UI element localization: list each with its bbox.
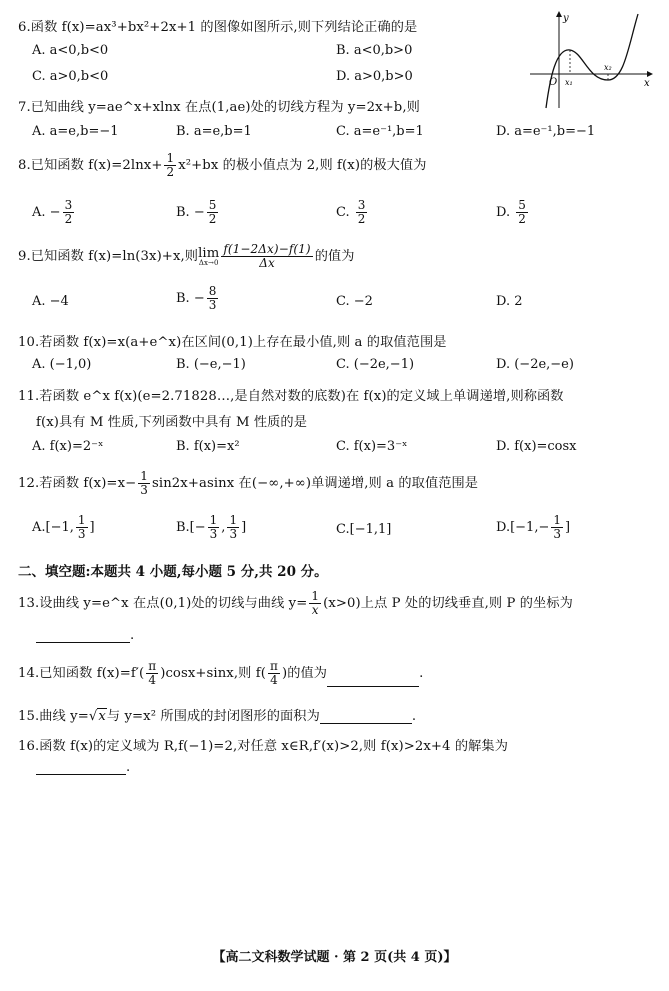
q14-end: . (419, 666, 424, 682)
q9-b-sign: − (193, 291, 205, 307)
q8-c-num: 3 (357, 198, 366, 212)
q12-b-post: ] (241, 520, 247, 536)
q9-frac-num: f(1−2Δx)−f(1) (223, 242, 311, 256)
q6-option-c: C. a>0,b<0 (32, 69, 109, 84)
q16-end: . (126, 760, 131, 775)
q16-answer-line (36, 760, 130, 775)
q8-b-frac (207, 199, 219, 226)
q11-option-a: A. f(x)=2⁻ˣ (32, 439, 104, 454)
q8-c-den: 2 (357, 212, 366, 227)
q9-stem (18, 243, 355, 270)
q11-stem-line2: f(x)具有 M 性质,下列函数中具有 M 性质的是 (36, 415, 307, 430)
q14-frac-den-1: 4 (148, 673, 157, 688)
q8-a-label: A. (32, 205, 46, 221)
q15-stem-a: 15.曲线 y= (18, 709, 89, 724)
q8-stem-b: x²+bx 的极小值点为 2,则 f(x)的极大值为 (178, 158, 427, 174)
q15-end: . (411, 709, 417, 724)
q11-option-c: C. f(x)=3⁻ˣ (336, 439, 408, 454)
q13-stem (18, 590, 573, 617)
q12-b-den2: 3 (229, 527, 238, 542)
q16-answer-blank[interactable] (36, 760, 126, 775)
q8-b-num: 5 (208, 198, 217, 212)
q6-cubic-graph (528, 8, 658, 113)
q9-b-frac (207, 285, 219, 312)
q8-a-num: 3 (64, 198, 73, 212)
q10-option-a: A. (−1,0) (32, 357, 92, 372)
q13-stem-b: (x>0)上点 P 处的切线垂直,则 P 的坐标为 (323, 596, 573, 612)
q9-option-d: D. 2 (496, 294, 523, 309)
q8-b-label: B. (176, 205, 190, 221)
q8-c-label: C. (336, 205, 350, 221)
q8-option-d (496, 199, 530, 226)
q8-d-label: D. (496, 205, 511, 221)
q15-sqrt-x: x (98, 709, 106, 724)
q12-b-num2: 1 (229, 513, 238, 527)
section-2-header: 二、填空题:本题共 4 小题,每小题 5 分,共 20 分。 (18, 564, 328, 580)
q8-a-frac (63, 199, 75, 226)
q12-a-frac (76, 514, 88, 541)
q12-d-post: ] (565, 520, 571, 536)
q11-option-d: D. f(x)=cosx (496, 439, 577, 454)
q9-stem-a: 9.已知函数 f(x)=ln(3x)+x,则 (18, 249, 199, 265)
q13-answer-blank[interactable] (36, 628, 130, 643)
page-footer: 【高二文科数学试题 · 第 2 页(共 4 页)】 (212, 950, 457, 965)
q9-option-b (176, 285, 220, 312)
q8-d-frac (516, 199, 528, 226)
q14-fraction-1 (146, 660, 158, 687)
q12-b-pre: B.[− (176, 520, 206, 536)
q12-d-pre: D.[−1,− (496, 520, 550, 536)
q8-stem (18, 152, 427, 179)
q9-b-num: 8 (208, 284, 217, 298)
q12-frac-num: 1 (140, 469, 149, 483)
q12-option-c: C.[−1,1] (336, 522, 392, 537)
q12-a-pre: A.[−1, (32, 520, 74, 536)
q12-option-d (496, 514, 570, 541)
q8-frac-den: 2 (166, 165, 175, 180)
q9-limit (198, 247, 219, 267)
q9-lim-sub: Δx→0 (198, 258, 219, 267)
q12-b-num1: 1 (209, 513, 218, 527)
q6-option-b: B. a<0,b>0 (336, 43, 413, 58)
q15-answer-blank[interactable] (320, 709, 412, 724)
q9-stem-b: 的值为 (314, 249, 355, 265)
q9-fraction (221, 243, 312, 270)
q12-b-frac1 (208, 514, 220, 541)
q14-frac-num-1: π (148, 659, 157, 673)
q8-b-den: 2 (208, 212, 217, 227)
q13-stem-a: 13.设曲线 y=e^x 在点(0,1)处的切线与曲线 y= (18, 596, 308, 612)
q12-a-num: 1 (77, 513, 86, 527)
q9-option-c: C. −2 (336, 294, 373, 309)
q8-c-frac (356, 199, 368, 226)
q14-answer-blank[interactable] (327, 672, 419, 687)
q7-option-d: D. a=e⁻¹,b=−1 (496, 124, 596, 139)
q12-b-mid: , (221, 520, 226, 536)
q13-fraction (309, 590, 321, 617)
q12-option-b (176, 514, 246, 541)
q14-stem-a: 14.已知函数 f(x)=f′( (18, 666, 145, 682)
q10-stem: 10.若函数 f(x)=x(a+e^x)在区间(0,1)上存在最小值,则 a 的取值范围是 (18, 335, 447, 350)
q12-stem-a: 12.若函数 f(x)=x− (18, 476, 137, 492)
q11-option-b: B. f(x)=x² (176, 439, 240, 454)
q6-option-d: D. a>0,b>0 (336, 69, 413, 84)
q10-option-b: B. (−e,−1) (176, 357, 246, 372)
q8-option-c (336, 199, 369, 226)
q9-b-label: B. (176, 291, 190, 307)
q12-frac-den: 3 (140, 483, 149, 498)
q15-stem: 15.曲线 y=√x与 y=x² 所围成的封闭图形的面积为 . (18, 709, 417, 724)
graph-x2-label: x₂ (604, 63, 612, 72)
q8-a-den: 2 (64, 212, 73, 227)
graph-y-label: y (563, 13, 569, 24)
q12-stem (18, 470, 478, 497)
q10-option-c: C. (−2e,−1) (336, 357, 415, 372)
q12-d-den: 3 (553, 527, 561, 542)
q8-d-num: 5 (518, 198, 526, 212)
graph-origin-label: O (549, 77, 558, 88)
q7-option-b: B. a=e,b=1 (176, 124, 252, 139)
q16-stem: 16.函数 f(x)的定义域为 R,f(−1)=2,对任意 x∈R,f′(x)>2,则 f(x)>2x+4 的解集为 (18, 739, 508, 754)
q13-frac-den: x (311, 603, 319, 618)
q12-stem-b: sin2x+asinx 在(−∞,+∞)单调递增,则 a 的取值范围是 (152, 476, 479, 492)
q7-option-a: A. a=e,b=−1 (32, 124, 119, 139)
q12-b-frac2 (227, 514, 239, 541)
q8-option-a (32, 199, 76, 226)
q14-stem-c: )的值为 (281, 666, 328, 682)
cubic-curve (546, 14, 638, 108)
q9-option-a: A. −4 (32, 294, 69, 309)
q12-b-den1: 3 (209, 527, 218, 542)
q8-option-b (176, 199, 220, 226)
q7-stem: 7.已知曲线 y=ae^x+xlnx 在点(1,ae)处的切线方程为 y=2x+b,则 (18, 100, 420, 115)
q9-frac-den: Δx (259, 256, 275, 271)
q8-stem-a: 8.已知函数 f(x)=2lnx+ (18, 158, 163, 174)
q14-fraction-2 (268, 660, 280, 687)
q7-option-c: C. a=e⁻¹,b=1 (336, 124, 424, 139)
q12-d-num: 1 (553, 513, 561, 527)
q14-frac-num-2: π (269, 659, 278, 673)
q14-stem (18, 660, 423, 687)
q13-end: . (130, 628, 135, 643)
q12-fraction (138, 470, 150, 497)
q11-stem-line1: 11.若函数 e^x f(x)(e=2.71828…,是自然对数的底数)在 f(x)的定义域上单调递增,则称函数 (18, 389, 564, 404)
q12-d-frac (551, 514, 563, 541)
q10-option-d: D. (−2e,−e) (496, 357, 574, 372)
q13-frac-num: 1 (311, 589, 320, 603)
q12-a-den: 3 (77, 527, 86, 542)
q12-option-a (32, 514, 95, 541)
q8-frac-num: 1 (166, 151, 175, 165)
q6-stem: 6.函数 f(x)=ax³+bx²+2x+1 的图像如图所示,则下列结论正确的是 (18, 20, 418, 35)
q8-d-den: 2 (518, 212, 526, 227)
q6-option-a: A. a<0,b<0 (32, 43, 109, 58)
q9-lim: lim (198, 245, 220, 261)
graph-x1-label: x₁ (565, 78, 573, 87)
q15-stem-b: 与 y=x² 所围成的封闭图形的面积为 (106, 709, 320, 724)
q13-answer-line (36, 628, 134, 643)
graph-x-label: x (644, 78, 650, 89)
q8-a-sign: − (49, 205, 61, 221)
q8-fraction (164, 152, 176, 179)
q14-frac-den-2: 4 (270, 673, 278, 688)
q12-a-post: ] (89, 520, 95, 536)
q8-b-sign: − (193, 205, 205, 221)
q14-stem-b: )cosx+sinx,则 f( (160, 666, 266, 682)
q9-b-den: 3 (208, 298, 217, 313)
